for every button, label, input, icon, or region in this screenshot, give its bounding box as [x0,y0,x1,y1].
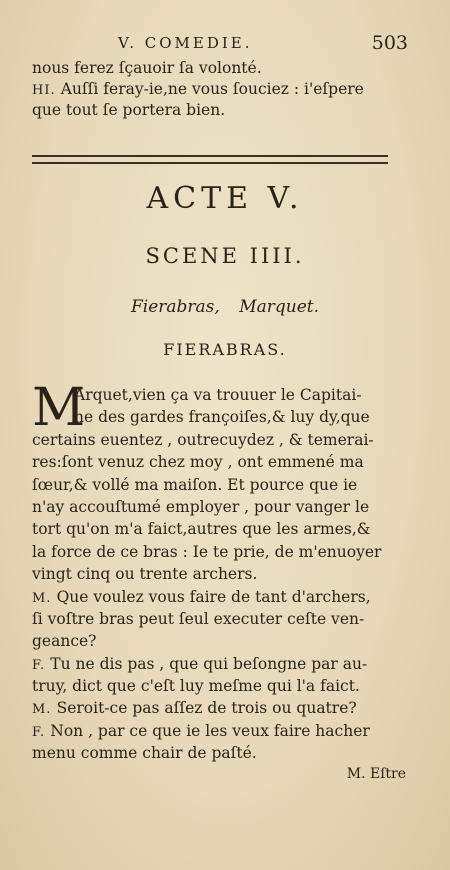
speaker-abbrev: M. [32,590,57,606]
text-line [32,58,412,79]
line-text: Non , par ce que ie les veux faire hacher [50,721,370,740]
drop-cap: M [32,378,86,438]
line-text: vingt cinq ou trente archers. [32,565,258,584]
text-line [32,474,412,496]
line-text: ne des gardes françoiſes,& luy dy,que [74,408,370,427]
line-text: Que voulez vous faire de tant d'archers, [56,587,371,606]
line-text: nous ferez ſçauoir ſa volonté. [32,59,262,77]
text-line [32,742,412,764]
line-text: certains euentez , outrecuydez , & temerai- [32,430,374,449]
line-text: la force de ce bras : Ie te prie, de m'enuoyer [32,542,382,561]
scene-title: SCENE IIII. [145,244,305,268]
text-line [32,100,412,121]
line-text: ſœur,& vollé ma maiſon. Et pource que ie [32,475,358,494]
line-text: truy, dict que c'eſt luy meſme qui l'a faict. [32,677,360,696]
line-text: menu comme chair de paſté. [32,744,257,763]
page-header [118,34,408,56]
text-line [32,496,412,518]
running-head: V. COMEDIE. [118,34,253,52]
speaker-abbrev: M. [32,702,57,718]
text-line [32,384,412,406]
line-text: Seroit-ce pas aſſez de trois ou quatre? [56,699,357,718]
line-text: Auſſi feray-ie,ne vous ſouciez : i'eſpere [60,80,364,98]
line-text: res:ſont venuz chez moy , ont emmené ma [32,453,364,472]
text-line [32,653,412,675]
line-text: Tu ne dis pas , que qui beſongne par au- [50,654,368,673]
text-line [32,406,412,428]
line-text: ſi voſtre bras peut ſeul executer ceſte ven- [32,609,365,628]
text-line [32,675,412,697]
speech-text [32,378,412,765]
page-number: 503 [371,32,408,54]
text-line [32,429,412,451]
text-line [32,586,412,608]
text-line [32,720,412,742]
scene-characters: Fierabras, Marquet. [130,297,320,317]
text-line [32,563,412,585]
text-line [32,630,412,652]
speaker-abbrev: HI. [32,83,61,98]
text-line [32,451,412,473]
speaker-abbrev: F. [32,724,51,740]
text-line [32,79,412,100]
line-text: tort qu'on m'a faict,autres que les armes,& [32,520,371,539]
text-line [32,608,412,630]
text-line [32,697,412,719]
catchword: M. Eſtre [346,766,406,782]
section-divider [32,155,388,164]
text-line [32,541,412,563]
carry-over-text [32,58,412,121]
text-line [32,518,412,540]
line-text: que tout ſe portera bien. [32,101,226,119]
speaker-abbrev: F. [32,657,51,673]
line-text: geance? [32,632,97,651]
act-title: ACTE V. [146,181,304,216]
line-text: Arquet,vien ça va trouuer le Capitai- [74,386,362,404]
speaker-heading: FIERABRAS. [163,340,287,359]
line-text: n'ay accouſtumé employer , pour vanger le [32,497,370,516]
